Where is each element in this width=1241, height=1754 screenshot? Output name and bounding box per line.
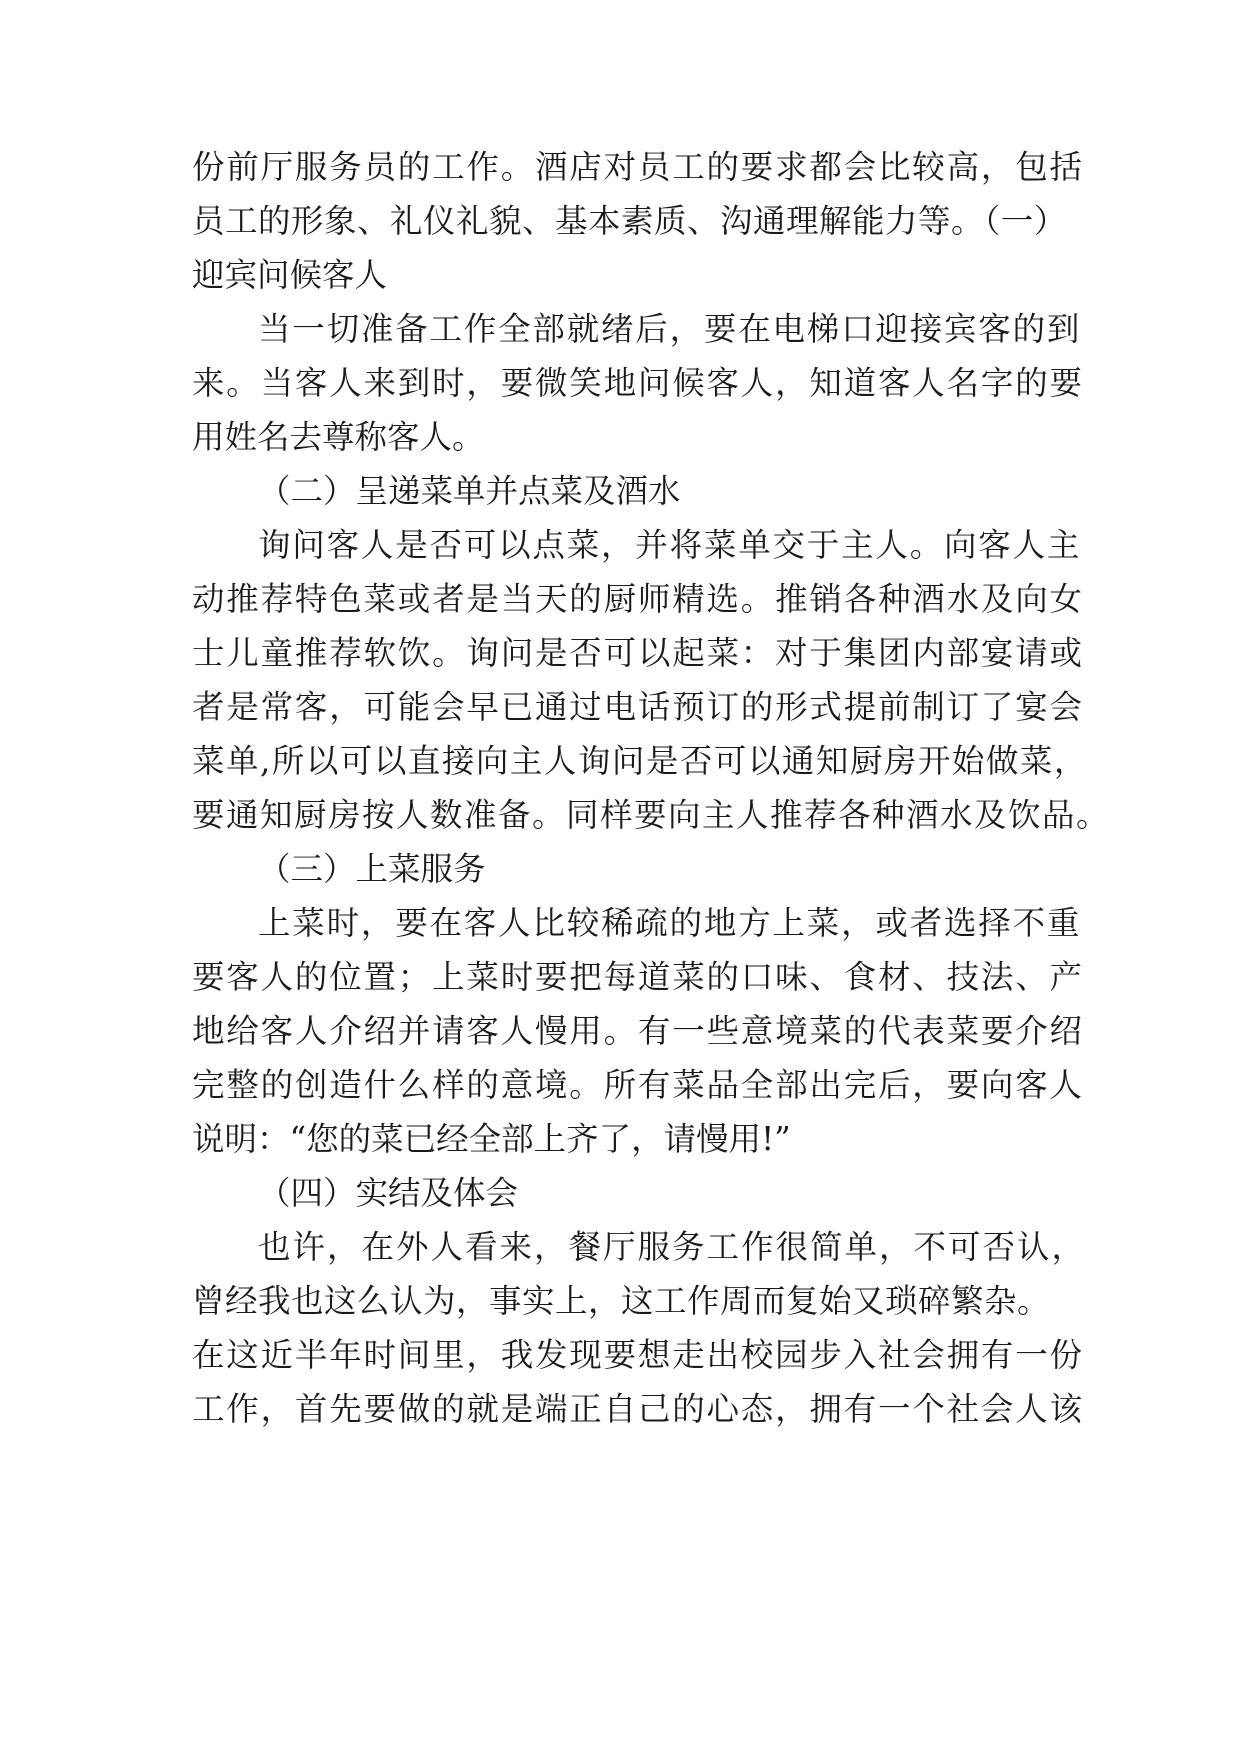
paragraph-first-line: 也许，在外人看来，餐厅服务工作很简单，不可否认， [258,1228,1087,1266]
paragraph-first-line: 当一切准备工作全部就绪后，要在电梯口迎接宾客的到 [258,310,1082,348]
body-text-line: 完整的创造什么样的意境。所有菜品全部出完后，要向客人 [192,1066,1084,1104]
body-text-line: 工作，首先要做的就是端正自己的心态，拥有一个社会人该 [192,1390,1084,1428]
section-heading: （二）呈递菜单并点菜及酒水 [258,472,681,510]
paragraph-first-line: 询问客人是否可以点菜，并将菜单交于主人。向客人主 [258,526,1082,564]
body-text-line: 迎宾问候客人 [192,256,388,294]
body-text-line: 说明：“您的菜已经全部上齐了，请慢用!” [192,1120,791,1158]
body-text-line: 来。当客人来到时，要微笑地问候客人，知道客人名字的要 [192,364,1084,402]
body-text-line: 要通知厨房按人数准备。同样要向主人推荐各种酒水及饮品。 [192,796,1111,834]
body-text-line: 菜单,所以可以直接向主人询问是否可以通知厨房开始做菜， [192,742,1088,780]
body-text-line: 者是常客，可能会早已通过电话预订的形式提前制订了宴会 [192,688,1084,726]
body-text-line: 地给客人介绍并请客人慢用。有一些意境菜的代表菜要介绍 [192,1012,1084,1050]
section-heading: （三）上菜服务 [258,850,486,888]
body-text-line: 员工的形象、礼仪礼貌、基本素质、沟通理解能力等。（一） [192,202,1067,240]
body-text-line: 份前厅服务员的工作。酒店对员工的要求都会比较高，包括 [192,148,1084,186]
body-text-line: 用姓名去尊称客人。 [192,418,485,456]
paragraph-first-line: 上菜时，要在客人比较稀疏的地方上菜，或者选择不重 [258,904,1082,942]
body-text-line: 士儿童推荐软饮。询问是否可以起菜：对于集团内部宴请或 [192,634,1084,672]
body-text-line: 曾经我也这么认为，事实上，这工作周而复始又琐碎繁杂。 [192,1282,1051,1320]
body-text-line: 在这近半年时间里，我发现要想走出校园步入社会拥有一份 [192,1336,1084,1374]
body-text-line: 动推荐特色菜或者是当天的厨师精选。推销各种酒水及向女 [192,580,1084,618]
body-text-line: 要客人的位置；上菜时要把每道菜的口味、食材、技法、产 [192,958,1084,996]
section-heading: （四）实结及体会 [258,1174,519,1212]
